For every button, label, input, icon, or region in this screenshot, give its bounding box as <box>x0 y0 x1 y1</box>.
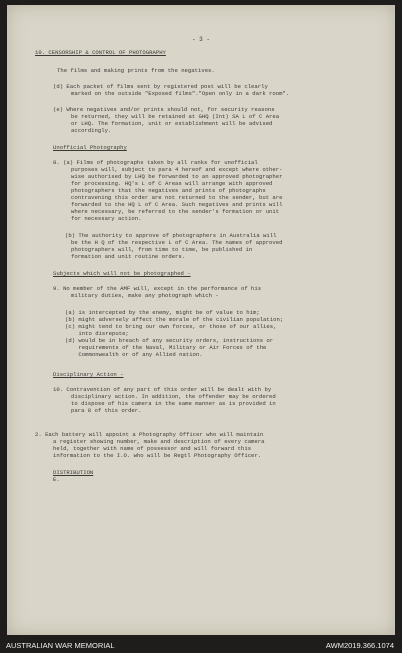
section-10-heading: 10. CENSORSHIP & CONTROL OF PHOTOGRAPHY <box>35 49 166 56</box>
films-heading: The films and making prints from the negatives. <box>57 67 215 74</box>
footer-catalog-id: AWM2019.366.1074 <box>325 641 394 650</box>
distribution-value: E. <box>53 476 60 483</box>
footer-institution: AUSTRALIAN WAR MEMORIAL <box>6 641 115 650</box>
unofficial-heading: Unofficial Photography <box>53 144 127 151</box>
footer-bar <box>0 637 402 653</box>
disciplinary-heading: Disciplinary Action - <box>53 371 124 378</box>
distribution-heading: DISTRIBUTION <box>53 469 94 476</box>
page-number: - 3 - <box>191 36 210 43</box>
subjects-heading: Subjects which will not be photographed - <box>53 270 191 277</box>
document-page: - 3 - 10. CENSORSHIP & CONTROL OF PHOTOGRAPHY The films and making prints from the negatives. (d) Each packet of films sent by registered post will be clearly marked on the outside "Exposed films"."Open only in a dark room". (e) Where negatives and/or prints should not, for security reasons be returned, they will be retained at GHQ (Int) SA L of C Area or LHQ. The formation, unit or establishment will be advised accordingly. Unofficial Photography 8. (a) Films of photographs taken by all ranks for unofficial purposes will, subject to para 4 hereof and except where other- wise authorised by LHQ be forwarded to an approved photographer for processing. HQ's L of C Areas will arrange with approved photographers that the negatives and prints of photographs contravening this order are not returned to the sender, but are forwarded to the HQ L of C Area. Such negatives and prints will where necessary, be referred to the sender's formation or unit for necessary action. (b) The authority to approve of photographers in Australia will be the H Q of the respective L of C Area. The names of approved photographers will, from time to time, be published in formation and unit routine orders. Subjects which will not be photographed - 9. No member of the AMF will, except in the performance of his military duties, make any photograph which - (a) is intercepted by the enemy, might be of value to him; (b) might adversely affect the morale of the civilian population; (c) might tend to bring our own forces, or those of our allies, into disrepute; (d) would be in breach of any security orders, instructions or requirements of the Naval, Military or Air Forces of the Commonwealth or of any Allied nation. Disciplinary Action - 10. Contravention of any part of this order will be dealt with by disciplinary action. In addition, the offender may be ordered to dispose of his camera in the same manner as is provided in para 8 of this order. 2. Each battery will appoint a Photography Officer who will maintain a register showing number, make and description of every camera held, together with name of possessor and will forward this information to the I.O. who will be Regtl Photography Officer. DISTRIBUTION E. <box>7 5 395 635</box>
